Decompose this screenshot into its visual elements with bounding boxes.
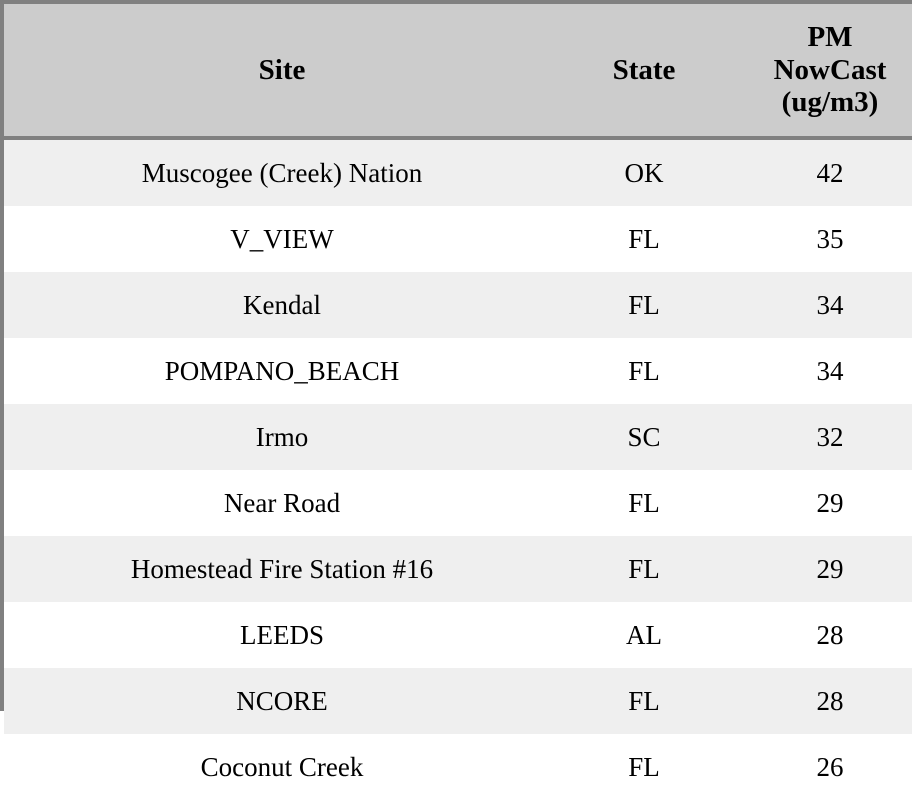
cell-site: Muscogee (Creek) Nation bbox=[141, 157, 423, 188]
cell-value: 35 bbox=[816, 223, 844, 254]
column-header-pm-nowcast-line3: (ug/m3) bbox=[781, 86, 879, 119]
table-row bbox=[4, 206, 912, 272]
cell-state: SC bbox=[627, 421, 661, 452]
cell-site: Near Road bbox=[223, 487, 341, 518]
table-row bbox=[4, 668, 912, 734]
cell-site: NCORE bbox=[236, 685, 328, 716]
table-body bbox=[4, 138, 912, 800]
cell-state: AL bbox=[626, 619, 662, 650]
column-header-pm-nowcast-line2: NowCast bbox=[773, 53, 887, 86]
cell-value: 34 bbox=[816, 355, 844, 386]
cell-value: 28 bbox=[816, 619, 844, 650]
cell-state: FL bbox=[628, 289, 660, 320]
cell-state: FL bbox=[628, 223, 660, 254]
header-row bbox=[4, 4, 912, 138]
cell-state: FL bbox=[628, 751, 660, 782]
table-row bbox=[4, 470, 912, 536]
cell-value: 28 bbox=[816, 685, 844, 716]
column-header-site: Site bbox=[4, 4, 560, 138]
table-row bbox=[4, 536, 912, 602]
cell-state: OK bbox=[624, 157, 664, 188]
cell-site: POMPANO_BEACH bbox=[164, 355, 400, 386]
cell-site: LEEDS bbox=[240, 619, 324, 650]
table-row bbox=[4, 338, 912, 404]
cell-site: V_VIEW bbox=[230, 223, 334, 254]
table-row bbox=[4, 404, 912, 470]
table-row bbox=[4, 734, 912, 800]
cell-site: Irmo bbox=[255, 421, 309, 452]
column-header-pm-nowcast-line1: PM bbox=[807, 21, 853, 54]
cell-state: FL bbox=[628, 685, 660, 716]
cell-value: 29 bbox=[816, 487, 844, 518]
pm-nowcast-table bbox=[4, 4, 912, 800]
cell-value: 26 bbox=[816, 751, 844, 782]
table-header bbox=[4, 4, 912, 138]
cell-value: 34 bbox=[816, 289, 844, 320]
table-row bbox=[4, 272, 912, 338]
cell-state: FL bbox=[628, 487, 660, 518]
table-row bbox=[4, 138, 912, 206]
column-header-state: State bbox=[560, 4, 728, 138]
cell-site: Coconut Creek bbox=[200, 751, 364, 782]
cell-value: 29 bbox=[816, 553, 844, 584]
cell-state: FL bbox=[628, 553, 660, 584]
cell-state: FL bbox=[628, 355, 660, 386]
cell-site: Homestead Fire Station #16 bbox=[130, 553, 434, 584]
cell-site: Kendal bbox=[243, 289, 321, 320]
table-row bbox=[4, 602, 912, 668]
cell-value: 32 bbox=[816, 421, 844, 452]
cell-value: 42 bbox=[816, 157, 844, 188]
column-header-pm-nowcast bbox=[728, 4, 912, 138]
